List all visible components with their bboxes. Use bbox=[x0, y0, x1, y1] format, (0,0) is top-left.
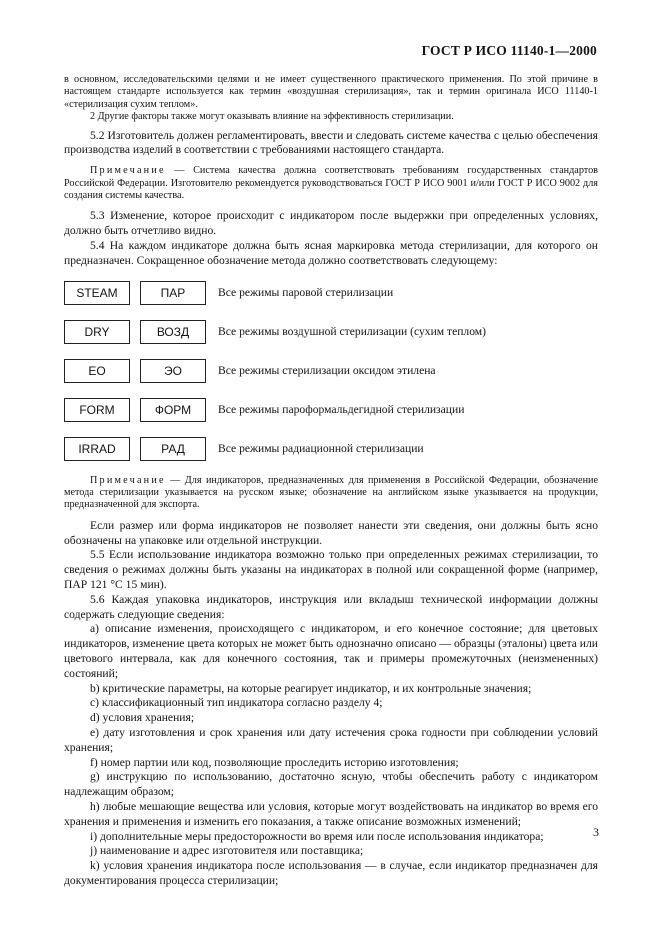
code-box-en: DRY bbox=[64, 320, 130, 344]
paragraph-packaging: Если размер или форма индикаторов не позволяет нанести эти сведения, они должны быть ясно обозначены на упаковке или отдельной инструкции. bbox=[64, 518, 598, 547]
list-item: d) условия хранения; bbox=[90, 711, 195, 725]
code-description: Все режимы радиационной стерилизации bbox=[218, 442, 424, 456]
list-item: i) дополнительные меры предосторожности во время или после использования индикатора; bbox=[90, 829, 544, 843]
list-item: f) номер партии или код, позволяющие проследить историю изготовления; bbox=[90, 755, 459, 769]
list-item: h) любые мешающие вещества или условия, которые могут воздействовать на индикатор во время его хранения и применения и изменить его показания, а также описание возможных изменений; bbox=[64, 799, 598, 828]
list-item: j) наименование и адрес изготовителя или поставщика; bbox=[90, 844, 364, 858]
list-item: k) условия хранения индикатора после использования — в случае, если индикатор предназначен для документирования процесса стерилизации; bbox=[64, 859, 598, 887]
note-language bbox=[64, 475, 598, 512]
clause-5-5: 5.5 Если использование индикатора возможно только при определенных режимах стерилизации, то сведения о режимах должны быть указаны на индикаторах в полной или сокращенной форме (например, ПАР 121 °С 15 мин). bbox=[64, 548, 598, 592]
clause-5-3: 5.3 Изменение, которое происходит с индикатором после выдержки при определенных условиях, должно быть отчетливо видно. bbox=[64, 209, 598, 238]
code-box-ru: ФОРМ bbox=[140, 398, 206, 422]
code-row bbox=[64, 279, 598, 307]
code-description: Все режимы стерилизации оксидом этилена bbox=[218, 364, 436, 378]
code-box-ru: РАД bbox=[140, 437, 206, 461]
code-row bbox=[64, 318, 598, 346]
code-box-en: EO bbox=[64, 359, 130, 383]
code-box-ru: ВОЗД bbox=[140, 320, 206, 344]
note-label: Примечание bbox=[90, 474, 166, 486]
page-content bbox=[64, 74, 598, 889]
list-item: g) инструкцию по использованию, достаточно ясную, чтобы обеспечить работу с индикатором надлежащим образом; bbox=[64, 770, 598, 799]
list-item: c) классификационный тип индикатора согласно разделу 4; bbox=[90, 696, 383, 710]
code-box-en: IRRAD bbox=[64, 437, 130, 461]
note-quality-system bbox=[64, 165, 598, 202]
document-header: ГОСТ Р ИСО 11140-1—2000 bbox=[421, 43, 597, 58]
code-row bbox=[64, 435, 598, 463]
note-text: — Система качества должна соответствовать требованиям государственных стандартов Российской Федерации. Изготовителю рекомендуется руководствоваться ГОСТ Р ИСО 9001 и/или ГОСТ Р ИСО 9002 для создания системы качества. bbox=[64, 165, 598, 202]
code-row bbox=[64, 357, 598, 385]
note-item-2: 2 Другие факторы также могут оказывать влияние на эффективность стерилизации. bbox=[90, 111, 454, 123]
code-description: Все режимы воздушной стерилизации (сухим теплом) bbox=[218, 325, 486, 339]
code-description: Все режимы паровой стерилизации bbox=[218, 286, 394, 300]
sterilization-codes bbox=[64, 279, 598, 463]
paragraph-continuation: в основном, исследовательскими целями и не имеет существенного практического применения. По этой причине в настоящем стандарте используется как термин «воздушная стерилизация», так и термин оригинала ИСО 11140-1 «стерилизация сухим теплом». bbox=[64, 74, 598, 110]
code-box-ru: ПАР bbox=[140, 281, 206, 305]
clause-5-2: 5.2 Изготовитель должен регламентировать, ввести и следовать системе качества с целью обеспечения производства изделий в соответствии с требованиями настоящего стандарта. bbox=[64, 128, 598, 157]
page-number: 3 bbox=[593, 825, 599, 839]
clause-5-6: 5.6 Каждая упаковка индикаторов, инструкция или вкладыш технической информации должны содержать следующие сведения: bbox=[64, 592, 598, 621]
note-text: — Для индикаторов, предназначенных для применения в Российской Федерации, обозначение метода стерилизации указывается на русском языке; обозначение на английском языке указывается на продукции, предназначенной для экспорта. bbox=[64, 474, 598, 511]
note-label: Примечание bbox=[90, 165, 166, 177]
code-box-en: FORM bbox=[64, 398, 130, 422]
code-box-ru: ЭО bbox=[140, 359, 206, 383]
list-item: b) критические параметры, на которые реагирует индикатор, и их контрольные значения; bbox=[90, 681, 532, 695]
code-box-en: STEAM bbox=[64, 281, 130, 305]
code-description: Все режимы пароформальдегидной стерилизации bbox=[218, 403, 465, 417]
clause-5-4: 5.4 На каждом индикаторе должна быть ясная маркировка метода стерилизации, для которого он предназначен. Сокращенное обозначение метода должно соответствовать следующему: bbox=[64, 239, 598, 267]
list-item: a) описание изменения, происходящего с индикатором, и его конечное состояние; для цветовых индикаторов, изменение цвета которых не может быть однозначно описано — образцы (эталоны) цвета или цветового интервала, как для конечного состояния, так и примеры промежуточных (неизмененных) состояний; bbox=[64, 622, 598, 680]
list-item: e) дату изготовления и срок хранения или дату истечения срока годности при соблюдении условий хранения; bbox=[64, 726, 598, 754]
code-row bbox=[64, 396, 598, 424]
